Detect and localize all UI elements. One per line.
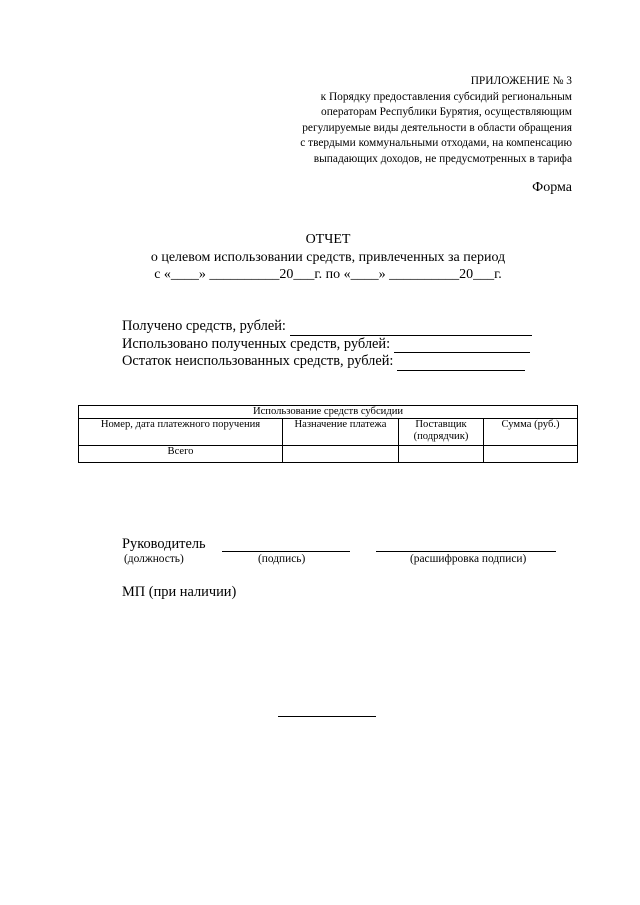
report-period: с «____» __________20___г. по «____» __________20___г. — [154, 267, 502, 282]
signature-decoding-line[interactable] — [376, 551, 556, 552]
appendix-header — [300, 74, 572, 167]
position-caption: (должность) — [124, 553, 184, 565]
decoding-caption: (расшифровка подписи) — [410, 553, 527, 565]
remaining-field[interactable] — [397, 357, 525, 371]
appendix-line: выпадающих доходов, не предусмотренных в тарифа — [313, 152, 572, 165]
total-label: Всего — [79, 446, 283, 463]
used-field[interactable] — [394, 339, 530, 353]
total-supplier-cell[interactable] — [399, 446, 484, 463]
signature-line[interactable] — [222, 551, 350, 552]
table-header: Использование средств субсидии — [79, 406, 578, 419]
appendix-line: с твердыми коммунальными отходами, на компенсацию — [300, 137, 572, 149]
signature-role: Руководитель — [122, 536, 206, 552]
funds-summary — [122, 318, 532, 371]
page-end-line — [278, 716, 376, 717]
used-row — [122, 336, 532, 354]
used-label: Использовано полученных средств, рублей: — [122, 335, 391, 352]
remaining-label: Остаток неиспользованных средств, рублей: — [122, 353, 394, 369]
appendix-line: операторам Республики Бурятия, осуществляющим — [321, 106, 572, 118]
form-label: Форма — [532, 180, 572, 195]
total-amount-cell[interactable] — [484, 446, 578, 463]
column-amount: Сумма (руб.) — [484, 419, 578, 446]
table-header-row — [79, 406, 578, 419]
report-heading: ОТЧЕТ — [305, 232, 351, 247]
column-supplier: Поставщик (подрядчик) — [399, 419, 484, 446]
total-purpose-cell[interactable] — [283, 446, 399, 463]
signature-caption: (подпись) — [258, 553, 306, 565]
received-row — [122, 318, 532, 336]
report-title-block — [0, 231, 640, 284]
table-row — [79, 446, 578, 463]
column-payment-purpose: Назначение платежа — [283, 419, 399, 446]
stamp-label: МП (при наличии) — [122, 584, 237, 600]
remaining-row — [122, 353, 532, 371]
received-field[interactable] — [290, 322, 532, 336]
column-payment-order: Номер, дата платежного поручения — [79, 419, 283, 446]
table-columns-row — [79, 419, 578, 446]
appendix-line: к Порядку предоставления субсидий региональным — [320, 90, 572, 103]
subsidy-usage-table — [78, 405, 578, 463]
report-subtitle: о целевом использовании средств, привлеченных за период — [150, 249, 506, 265]
appendix-line: регулируемые виды деятельности в области обращения — [302, 121, 572, 134]
appendix-line: ПРИЛОЖЕНИЕ № 3 — [470, 75, 572, 87]
received-label: Получено средств, рублей: — [122, 318, 286, 334]
